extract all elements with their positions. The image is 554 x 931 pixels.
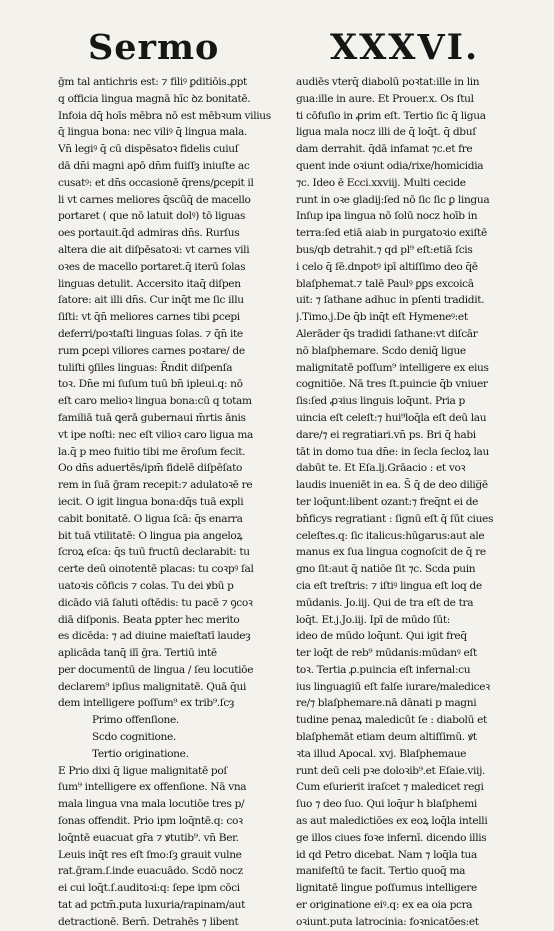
text-line: dare/⁊ ei regratiari.vn̄ ps. Bri q̄ habi	[296, 428, 476, 441]
text-line: blaſphemat.⁊ talē Paulꝰ ꝑꝑs excoicā	[296, 277, 474, 290]
text-line: uatoꝛis cōficis ⁊ colas. Tu dei ꝟbū p	[58, 579, 234, 592]
text-line: ter loq̄t de reb⁹ mūdanis:mūdanꝰ eſt	[296, 647, 477, 660]
text-line: dā dn̄i magni apō dn̄m fuiſſȝ iniuſte ac	[58, 159, 250, 172]
text-line: laudis inueniēt in ea. S̄ q̄ de deo dilig̅ē	[296, 479, 488, 492]
text-line: altera die ait diſpēsatoꝛi: vt carnes vili	[58, 243, 250, 256]
text-line: cabit bonitatē. O ligua ſcā: q̄s enarra	[58, 512, 243, 525]
text-line: q̄ lingua bona: nec viliꝰ q̄ lingua mala.	[58, 126, 248, 139]
text-line: q officia lingua magnā hīc ꝺz bonitatē.	[58, 92, 251, 105]
text-line: ḡm tal antichris est: ⁊ filiꝰ ꝑditiōis.ꝓpt	[58, 76, 247, 88]
text-line: vt ipe noſti: nec eſt vilioꝛ caro ligua ma	[58, 428, 254, 441]
text-line: id qd Petro dicebat. Nam ⁊ loq̄la tua	[296, 848, 477, 861]
text-line: ꝛta illud Apocal. xvj. Blaſphemaue	[296, 747, 467, 760]
text-line: rum ꝑcepi viliores carnes poꝛtare/ de	[58, 344, 245, 357]
text-line: dabūt te. Et Eſa.lj.Grāacio : et voꝛ	[296, 462, 466, 475]
text-line: gua:ille in aure. Et Prouer.x. Os ſtul	[296, 92, 474, 105]
text-line: as aut maledictiōes ex eoꝝ loq̄la intelli	[296, 815, 488, 828]
text-line: aplicāda tanq̄ ilī ḡra. Tertiū intē	[58, 647, 217, 660]
text-line: oes portauit.q̄d admiras dn̄s. Rurſus	[58, 227, 240, 240]
text-line: certe deū oiпotentē placas: tu coꝛpꝰ ſal	[58, 563, 254, 576]
text-line: manifeſtū te facit. Tertio quoq̄ ma	[296, 865, 466, 878]
text-line: es dicēda: ⁊ ad diuine maieſtatī laudeȝ	[58, 630, 251, 643]
text-line: quent inde oꝛiunt odia/rixe/homicidia	[296, 159, 484, 172]
text-line: oꝛes de macello portaret.q̄ iterū ſolas	[58, 260, 246, 273]
text-line: Leuis inq̄t res eſt ſmo:ſȝ grauit vulne	[58, 848, 242, 861]
text-line: ligua mala nocz illi de q̄ loq̄t. q̄ dbuſ	[296, 126, 476, 139]
text-line: cognitiōe. Nā tres ſt.puincie q̄b vniuer	[296, 378, 488, 391]
text-line: ſcroꝝ eſca: q̄s tuū fructū declarabit: tu	[58, 546, 250, 559]
text-line: runt deū celi pꝛe doloꝛib⁹.et Eſaie.viij.	[296, 764, 486, 777]
text-line: lignitatē lingue poſſumus intelligere	[296, 882, 477, 895]
left-column	[58, 74, 296, 931]
text-line: toꝛ. Tertia ꝓ.puincia eſt infernal:cu	[296, 663, 471, 676]
text-line: Primo offenſione.	[92, 714, 179, 727]
sermon-number: XXXVI.	[330, 27, 480, 68]
text-line: deferri/poꝛtaſti linguas ſolas. ⁊ q̄n̄ ite	[58, 327, 243, 340]
text-line: portaret ( que nō latuit dolꝰ) tō liguas	[58, 210, 246, 223]
text-line: ſum⁹ intelligere ex offenſione. Nā vna	[58, 781, 247, 794]
running-title: Sermo	[88, 27, 220, 68]
text-line: ter loq̄unt:libent ozant:⁊ freq̄nt ei de	[296, 495, 479, 508]
text-line: detractionē. Bern̄. Detrahēs ⁊ libent	[58, 915, 239, 928]
text-line: Tertio originatione.	[92, 747, 189, 760]
text-line: blaſphemāt etiam deum altiſſimū. ꝟt	[296, 731, 477, 744]
text-line: E Prio dixi q̄ ligue malignitatē poſ	[58, 764, 227, 777]
text-line: Alerāder q̄s tradidi ſathane:vt diſcār	[296, 327, 478, 340]
text-line: tuliſti ꝯſiles linguas: R̄ndit diſpenſa	[58, 361, 233, 374]
text-line: manus ex ſua lingua cognoſcit de q̄ re	[296, 546, 486, 559]
text-line: ideo de mūdo loq̄unt. Qui igit freq̄	[296, 630, 467, 643]
text-line: malignitatē poſſum⁹ intelligere ex eius	[296, 361, 489, 374]
text-line: mala lingua vna mala locutiōe tres p/	[58, 798, 245, 811]
text-line: loq̄t. Et.j.Jo.iij. Ipī de mūdo ſūt:	[296, 613, 451, 626]
text-line: ge illos ciues foꝛe infernī. dicendo illis	[296, 831, 487, 844]
text-line: bit tuā vtilitatē: O lingua pia angeloꝝ	[58, 529, 243, 542]
text-line: toꝛ. Dn̄e mi ſuſum tuū bn̄ ipleui.q: nō	[58, 378, 243, 391]
text-line: Vn̄ legiꝰ q̄ cū dispēsatoꝛ fidelis cuiuſ	[58, 143, 239, 156]
text-line: dicādo viā ſaluti oſtēdis: tu pacē ⁊ ꝯcoꝛ	[58, 596, 253, 609]
text-line: loq̄ntē euacuat gr̄a ⁊ ꝟtutib⁹. vn̄ Ber.	[58, 831, 239, 844]
text-line: i celo q̄ ſē.dnpotꝰ ipī altiſſimo deo q̄ē	[296, 260, 478, 273]
text-line: dam derrahit. q̄dā infamat ⁊c.et fre	[296, 143, 473, 156]
text-line: cusatꝰ: et dn̄s occasionē q̄rens/ꝑcepit il	[58, 176, 254, 189]
text-line: familiā tuā ꝗerā gubernaui m̄rtis ānis	[58, 411, 246, 424]
text-line: gno ſit:aut q̄ natiōe ſit ⁊c. Scda puin	[296, 563, 476, 576]
text-line: li vt carnes meliores q̄scūq̄ de macello	[58, 193, 251, 206]
text-line: ti cōfuſio in ꝓrim eſt. Tertio ſic q̄ ligua	[296, 109, 486, 122]
text-line: ſatore: ait illi dn̄s. Cur inq̄t me ſic illu	[58, 294, 244, 307]
text-line: ſuo ⁊ deo ſuo. Qui loq̄ur h blaſphemi	[296, 798, 477, 811]
text-line: tāt in domo tua dn̄e: in ſecla ſecloꝝ lau	[296, 445, 489, 458]
text-line: Cum eſurierit iraſcet ⁊ maledicet regi	[296, 781, 484, 794]
text-line: audiēs vterq̄ diabolū poꝛtat:ille in lin	[296, 76, 480, 88]
text-line: ius linguagiū eſt falſe iurare/malediceꝛ	[296, 680, 490, 693]
text-line: er originatione eiꝰ.q: ex ea oia pcra	[296, 899, 473, 912]
text-line: linguas detulit. Accersito itaq̄ diſpen	[58, 277, 241, 290]
text-line: tudine penaꝝ maledicūt ſe : diabolū et	[296, 714, 487, 727]
text-line: uit: ⁊ ſathane adhuc in pſenti tradidit.	[296, 294, 485, 307]
text-line: la.q̄ p meo fuitio tibi me ēroſum fecit.	[58, 445, 246, 458]
text-line: runt in oꝛe gladij:ſed nō ſic ſic ꝑ lingua	[296, 193, 490, 206]
text-line: rem in ſuā ḡram recepit:⁊ adulatoꝛē re	[58, 479, 253, 492]
text-line: re/⁊ blaſphemare.nā dānati p magni	[296, 697, 477, 710]
text-line: tat ad pctm̄.puta luxuria/rapinam/aut	[58, 899, 246, 912]
text-line: bn̄ficys regratiant : ſignū eſt q̄ ſūt ciues	[296, 512, 494, 525]
right-column	[296, 74, 540, 931]
text-line: ei cui loq̄t.ſ.auditoꝛi:q: ſepe ipm cōci	[58, 882, 240, 895]
text-line: ⁊c. Ideo ē Ecci.xxviij. Multi cecide	[296, 176, 466, 189]
text-line: dem intelligere poſſum⁹ ex trib⁹.ſcȝ	[58, 697, 235, 710]
text-line: rat.ḡram.ſ.inde euacuādo. Scdō nocz	[58, 865, 243, 878]
text-line: per documentū de lingua / ſeu locutiōe	[58, 663, 254, 676]
text-line: j.Timo.j.De q̄b inq̄t eſt Hymeneꝰ:et	[296, 311, 468, 324]
text-line: mūdanis. Jo.iij. Qui de tra eſt de tra	[296, 596, 474, 609]
text-line: oꝛiunt.puta latrocinia: foꝛnicatōes:et	[296, 915, 479, 928]
text-line: Oo dn̄s aduertēs/ipm̄ fidelē diſpēſato	[58, 462, 243, 475]
text-line: uincia eſt celeſt:⁊ hui⁹loq̄la eſt deū lau	[296, 411, 487, 424]
text-line: ſis:ſed ꝓꝛius linguis loq̄unt. Pria p	[296, 395, 465, 408]
text-line: eſt caro melioꝛ lingua bona:cū q totam	[58, 395, 252, 408]
text-line: ſiſti: vt q̄n̄ meliores carnes tibi ꝑcepi	[58, 311, 240, 324]
text-line: nō blaſphemare. Scdo deniq̄ ligue	[296, 344, 466, 357]
text-line: Scdo cognitione.	[92, 731, 176, 744]
text-line: ſonas offendit. Prio ipm loq̄ntē.q: coꝛ	[58, 815, 243, 828]
text-line: Inſup ipa lingua nō ſolū nocz hoīb in	[296, 210, 478, 223]
text-line: cia eſt treſtris: ⁊ iſtiꝰ lingua eſt loq de	[296, 579, 482, 592]
text-line: declarem⁹ ipſius malignitatē. Quā q̄ui	[58, 680, 246, 693]
text-line: celeſtes.q: ſic italicus:hūgarus:aut ale	[296, 529, 485, 542]
text-line: bus/qb detrahit.⁊ qd pl⁹ eſt:etiā ſcis	[296, 243, 473, 256]
text-line: Infoia dq̄ hoīs mēbra nō est mēbꝛum vilius	[58, 109, 271, 122]
text-line: iecit. O igit lingua bona:dq̄s tuā expli	[58, 495, 244, 508]
text-line: diā diſponis. Beata ꝑpter hec merito	[58, 613, 240, 626]
text-line: terra:ſed etiā aiab in purgatoꝛio exiſtē	[296, 227, 487, 240]
